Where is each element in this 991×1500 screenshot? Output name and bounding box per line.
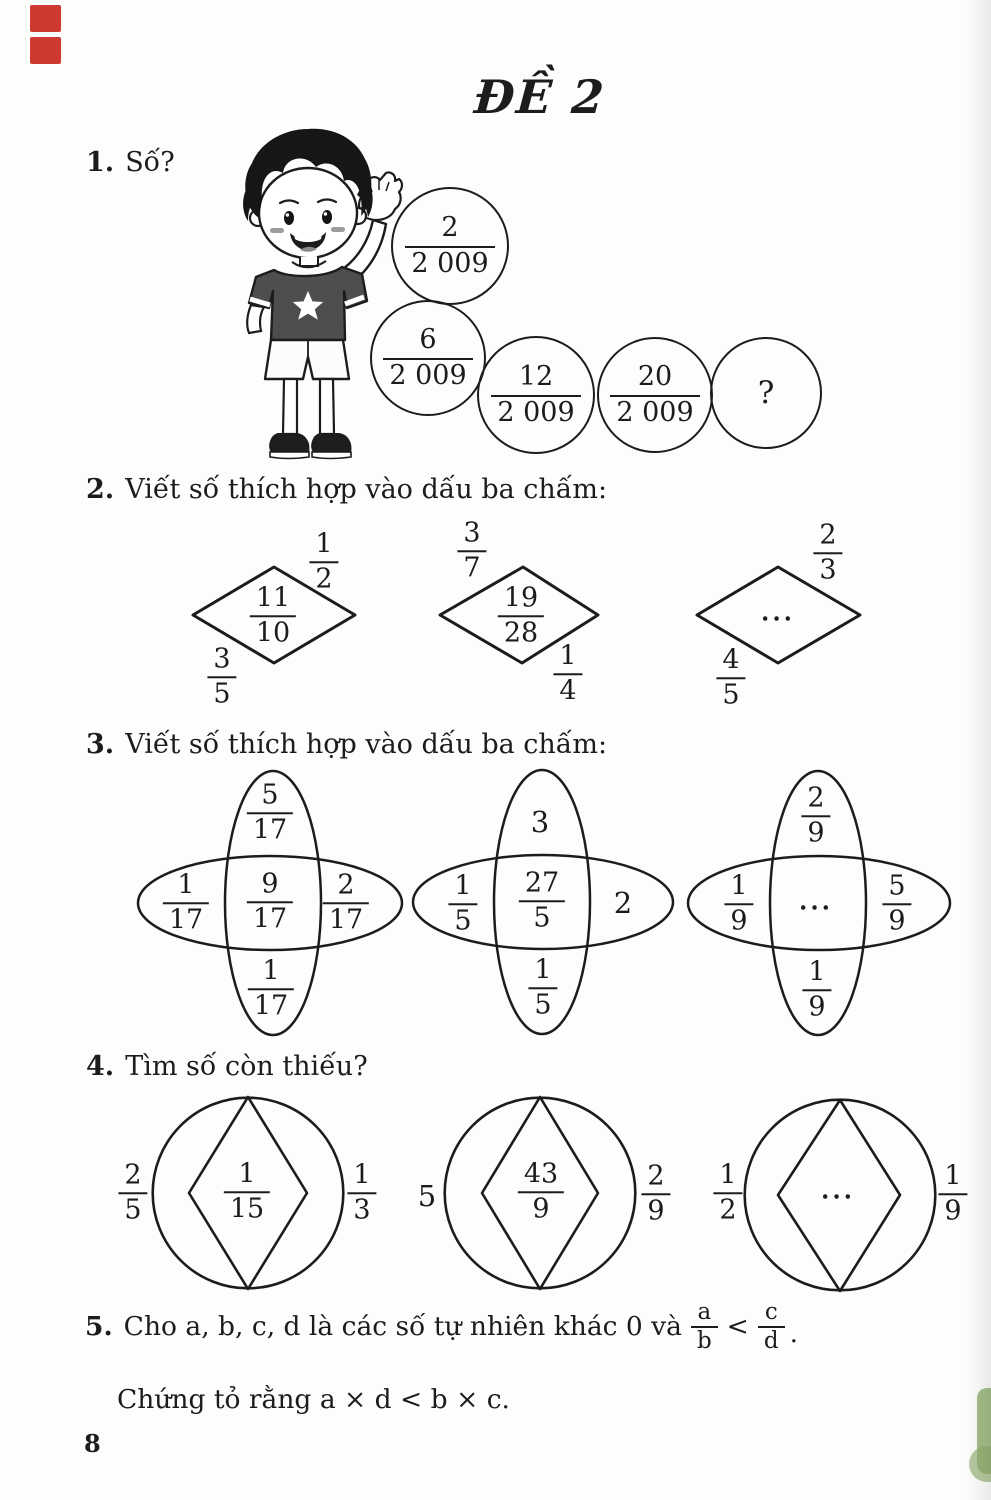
exercise1-prompt: Số? xyxy=(125,147,175,178)
exercise5-number: 5. xyxy=(85,1311,113,1343)
exercise4-heading xyxy=(86,1051,368,1082)
fraction-label: $\frac{2}{3}$ xyxy=(813,520,842,585)
green-edge-mark xyxy=(969,1446,991,1482)
fraction: $\frac{43}{9}$ xyxy=(518,1159,564,1224)
fraction: $\frac{9}{17}$ xyxy=(247,869,293,934)
ellipsis-placeholder: ... xyxy=(798,886,834,916)
number-circle xyxy=(391,187,509,305)
fraction: $\frac{2}{2 009}$ xyxy=(405,213,494,278)
ellipsis-placeholder: ... xyxy=(760,597,796,627)
exercise5-text: Cho a, b, c, d là các số tự nhiên khác 0 và xyxy=(123,1311,682,1343)
fraction: $\frac{1}{9}$ xyxy=(724,871,753,936)
exercise4-prompt: Tìm số còn thiếu? xyxy=(125,1051,368,1082)
fraction-label: $\frac{1}{4}$ xyxy=(553,641,582,706)
fraction: $\frac{2}{9}$ xyxy=(801,783,830,848)
exercise5-line1 xyxy=(85,1300,798,1353)
fraction-label: $\frac{3}{5}$ xyxy=(207,644,236,709)
exercise2-number: 2. xyxy=(86,474,115,505)
fraction: $\frac{5}{17}$ xyxy=(247,780,293,845)
question-mark: ? xyxy=(757,375,775,411)
fraction: $\frac{1}{9}$ xyxy=(802,957,831,1022)
fraction-label: $\frac{1}{2}$ xyxy=(309,529,338,594)
question-circle xyxy=(710,337,822,449)
exercise3-prompt: Viết số thích hợp vào dấu ba chấm: xyxy=(125,729,608,760)
whole-number: 3 xyxy=(530,805,550,839)
exercise5-line2: Chứng tỏ rằng a × d < b × c. xyxy=(117,1384,510,1415)
fraction: $\frac{20}{2 009}$ xyxy=(610,362,699,427)
exercise2-prompt: Viết số thích hợp vào dấu ba chấm: xyxy=(125,474,608,505)
fraction: $\frac{5}{9}$ xyxy=(882,871,911,936)
exercise1-heading xyxy=(86,147,175,178)
period: . xyxy=(789,1318,799,1350)
red-tab-mark xyxy=(30,37,61,64)
fraction: $\frac{1}{5}$ xyxy=(528,955,557,1020)
fraction: $\frac{c}{d}$ xyxy=(758,1300,785,1353)
fraction: $\frac{19}{28}$ xyxy=(498,583,544,648)
number-circle xyxy=(597,337,713,453)
fraction-label: $\frac{1}{3}$ xyxy=(347,1160,376,1225)
number-circle xyxy=(477,336,595,454)
fraction: $\frac{1}{5}$ xyxy=(448,871,477,936)
less-than-sign: < xyxy=(726,1311,749,1343)
ellipsis-placeholder: ... xyxy=(820,1175,856,1205)
fraction: $\frac{1}{17}$ xyxy=(163,870,209,935)
fraction: $\frac{12}{2 009}$ xyxy=(491,362,580,427)
fraction: $\frac{2}{17}$ xyxy=(323,870,369,935)
fraction-label: $\frac{1}{9}$ xyxy=(938,1161,967,1226)
exercise3-heading xyxy=(86,729,607,760)
fraction: $\frac{a}{b}$ xyxy=(691,1300,718,1353)
whole-number: 5 xyxy=(417,1179,437,1213)
whole-number: 2 xyxy=(613,886,633,920)
red-tab-mark xyxy=(30,5,61,32)
fraction-label: $\frac{2}{5}$ xyxy=(118,1160,147,1225)
fraction: $\frac{6}{2 009}$ xyxy=(383,325,472,390)
fraction-label: $\frac{1}{2}$ xyxy=(713,1160,742,1225)
exercise4-number: 4. xyxy=(86,1051,115,1082)
exercise3-number: 3. xyxy=(86,729,115,760)
exercise1-number: 1. xyxy=(86,147,115,178)
fraction-label: $\frac{4}{5}$ xyxy=(716,645,745,710)
fraction: $\frac{1}{17}$ xyxy=(248,956,294,1021)
fraction-label: $\frac{2}{9}$ xyxy=(641,1161,670,1226)
fraction: $\frac{1}{15}$ xyxy=(224,1159,270,1224)
boy-illustration xyxy=(228,121,404,467)
fraction: $\frac{11}{10}$ xyxy=(250,583,296,648)
number-circle xyxy=(370,300,486,416)
exercise2-heading xyxy=(86,474,607,505)
fraction: $\frac{27}{5}$ xyxy=(519,868,565,933)
fraction-label: $\frac{3}{7}$ xyxy=(457,518,486,583)
page-number: 8 xyxy=(84,1429,101,1458)
page-title: ĐỀ 2 xyxy=(472,70,608,124)
